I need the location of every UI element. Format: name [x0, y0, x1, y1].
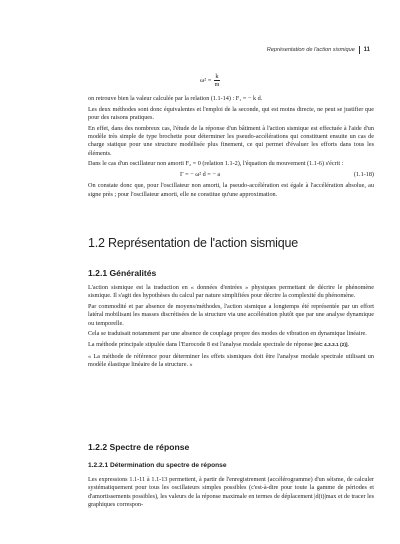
body-block-spectre — [88, 476, 374, 512]
subsubsection-title: 1.2.2.1 Détermination du spectre de réponse — [88, 462, 227, 469]
eurocode-reference: [EC 4.3.3.1 (2)]. — [314, 343, 349, 348]
equation-lhs: ω² = — [200, 77, 212, 84]
equation-gamma — [88, 171, 374, 179]
method-text: La méthode principale stipulée dans l'Eurocode 8 est l'analyse modale spectrale de réponse — [88, 341, 313, 348]
paragraph: Les expressions 1.1-11 à 1.1-13 permettent, à partir de l'enregistrement (accélérogramme) d'un séisme, de calculer systématiquement pour tous les oscillateurs simples possibles (c'est-à-dire pour toute la gamme de périodes et d'amortissements possibles), les valeurs de la réponse maximale en termes de déplacement |d(t)|max et de tracer les graphiques correspon- — [88, 476, 374, 509]
section-title: 1.2 Représentation de l'action sismique — [88, 236, 298, 250]
fraction-numerator: k — [215, 73, 219, 80]
fraction-denominator: m — [214, 81, 220, 88]
equation-fraction — [214, 73, 219, 88]
equation-label: (1.1-18) — [353, 171, 374, 178]
quote-paragraph: « La méthode de référence pour déterminer les effets sismiques doit être l'analyse modale spectrale utilisant un modèle élastique linéaire de la structure. » — [88, 352, 374, 368]
paragraph — [88, 341, 374, 350]
paragraph: Dans le cas d'un oscillateur non amorti F₂ = 0 (relation 1.1-2), l'équation du mouvement (1.1-6) s'écrit : — [88, 160, 344, 168]
paragraph: Cela se traduisait notamment par une absence de couplage propre des modes de vibration en dynamique linéaire. — [88, 330, 367, 338]
equation-expression: Γ = − ω² d = − a — [180, 171, 221, 178]
running-header — [267, 46, 370, 54]
body-block-top — [88, 95, 374, 201]
subsection-title-generalites: 1.2.1 Généralités — [88, 268, 157, 278]
paragraph: Les deux méthodes sont donc équivalentes et l'emploi de la seconde, qui est moins directe, ne peut se justifier que pour des raisons pratiques. — [88, 105, 374, 121]
paragraph: L'action sismique est la traduction en « données d'entrées » physiques permettant de décrire le phénomène sismique. Il s'agit des hypothèses du calcul par nature simplifiées pour décrire la complexité du phénomène. — [88, 284, 374, 300]
paragraph: on retrouve bien la valeur calculée par la relation (1.1-14) : F₁ = − k d. — [88, 95, 263, 102]
running-title: Représentation de l'action sismique — [266, 47, 355, 53]
paragraph: En effet, dans des nombreux cas, l'étude de la réponse d'un bâtiment à l'action sismique est effectuée à l'aide d'un modèle très simple de type brochette pour déterminer les pseudo-accélérations qui constituent ensuite un cas de charge statique pour une structure modélisée plus finement, ce qui permet d'évaluer les efforts dans tous les éléments. — [88, 124, 374, 157]
paragraph: Par commodité et par absence de moyens/méthodes, l'action sismique a longtemps été représentée par un effort latéral mobilisant les masses discrétisées de la structure via une accélération plutôt que par une analyse dynamique ou temporelle. — [88, 303, 374, 327]
subsection-title-spectre: 1.2.2 Spectre de réponse — [88, 442, 190, 452]
page-number: 11 — [363, 47, 370, 53]
equation-omega — [200, 73, 220, 88]
paragraph: On constate donc que, pour l'oscillateur non amorti, la pseudo-accélération est égale à l'accélération absolue, au signe près ; pour l'oscillateur amorti, elle ne constitue qu'une approximation. — [88, 182, 374, 198]
body-block-generalites — [88, 284, 374, 372]
header-divider — [359, 46, 360, 54]
